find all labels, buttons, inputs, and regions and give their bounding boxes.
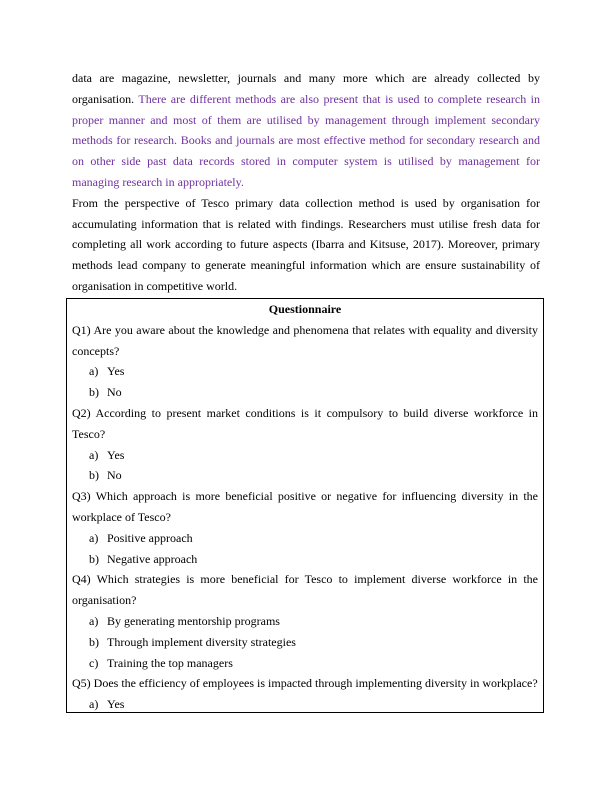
questionnaire-content xyxy=(67,299,543,715)
answer-option xyxy=(72,611,538,632)
option-letter: a) xyxy=(89,530,99,545)
question-1: Q1) Are you aware about the knowledge and phenomena that relates with equality and diversity concepts? xyxy=(72,322,538,358)
document-body xyxy=(72,68,540,297)
option-text: Yes xyxy=(107,697,125,712)
question-2: Q2) According to present market conditions is it compulsory to build diverse workforce in Tesco? xyxy=(72,405,538,441)
intro-text-purple: There are different methods are also present that is used to complete research in proper manner and most of them are utilised by management through implement secondary methods for research. Books and journals are most effective method for secondary research and on other side past data records stored in computer system is utilised by management for managing research in appropriately. xyxy=(72,91,540,189)
answer-option xyxy=(72,549,538,570)
option-text: No xyxy=(107,385,122,400)
answer-option xyxy=(72,632,538,653)
option-letter: b) xyxy=(89,468,99,483)
option-text: Training the top managers xyxy=(107,655,233,670)
answer-option xyxy=(72,694,538,715)
question-5: Q5) Does the efficiency of employees is impacted through implementing diversity in workplace? xyxy=(72,676,538,691)
answer-option xyxy=(72,361,538,382)
answer-option xyxy=(72,445,538,466)
option-letter: b) xyxy=(89,551,99,566)
option-letter: b) xyxy=(89,385,99,400)
option-letter: a) xyxy=(89,364,99,379)
questionnaire-box xyxy=(66,298,544,713)
option-letter: a) xyxy=(89,697,99,712)
questionnaire-title: Questionnaire xyxy=(268,302,342,316)
option-text: Yes xyxy=(107,364,125,379)
option-text: Negative approach xyxy=(107,551,198,566)
intro-paragraph-1 xyxy=(72,68,540,193)
answer-option xyxy=(72,528,538,549)
answer-option xyxy=(72,382,538,403)
option-letter: a) xyxy=(89,447,99,462)
option-letter: c) xyxy=(89,655,99,670)
question-4: Q4) Which strategies is more beneficial for Tesco to implement diverse workforce in the organisation? xyxy=(72,572,538,608)
option-text: Yes xyxy=(107,447,125,462)
option-text: Positive approach xyxy=(107,530,193,545)
intro-text-black: data are magazine, newsletter, journals and many more which are already collected by organisation. xyxy=(72,71,540,106)
option-text: Through implement diversity strategies xyxy=(107,634,296,649)
option-letter: b) xyxy=(89,634,99,649)
intro-paragraph-2: From the perspective of Tesco primary data collection method is used by organisation for accumulating information that is related with findings. Researchers must utilise fresh data for completing all work according to future aspects (Ibarra and Kitsuse, 2017). Moreover, primary methods lead company to generate meaningful information which are ensure sustainability of organisation in competitive world. xyxy=(72,195,540,293)
question-3: Q3) Which approach is more beneficial positive or negative for influencing diversity in the workplace of Tesco? xyxy=(72,489,538,524)
option-text: By generating mentorship programs xyxy=(107,613,280,628)
answer-option xyxy=(72,465,538,486)
option-letter: a) xyxy=(89,613,99,628)
option-text: No xyxy=(107,468,122,483)
answer-option xyxy=(72,653,538,674)
